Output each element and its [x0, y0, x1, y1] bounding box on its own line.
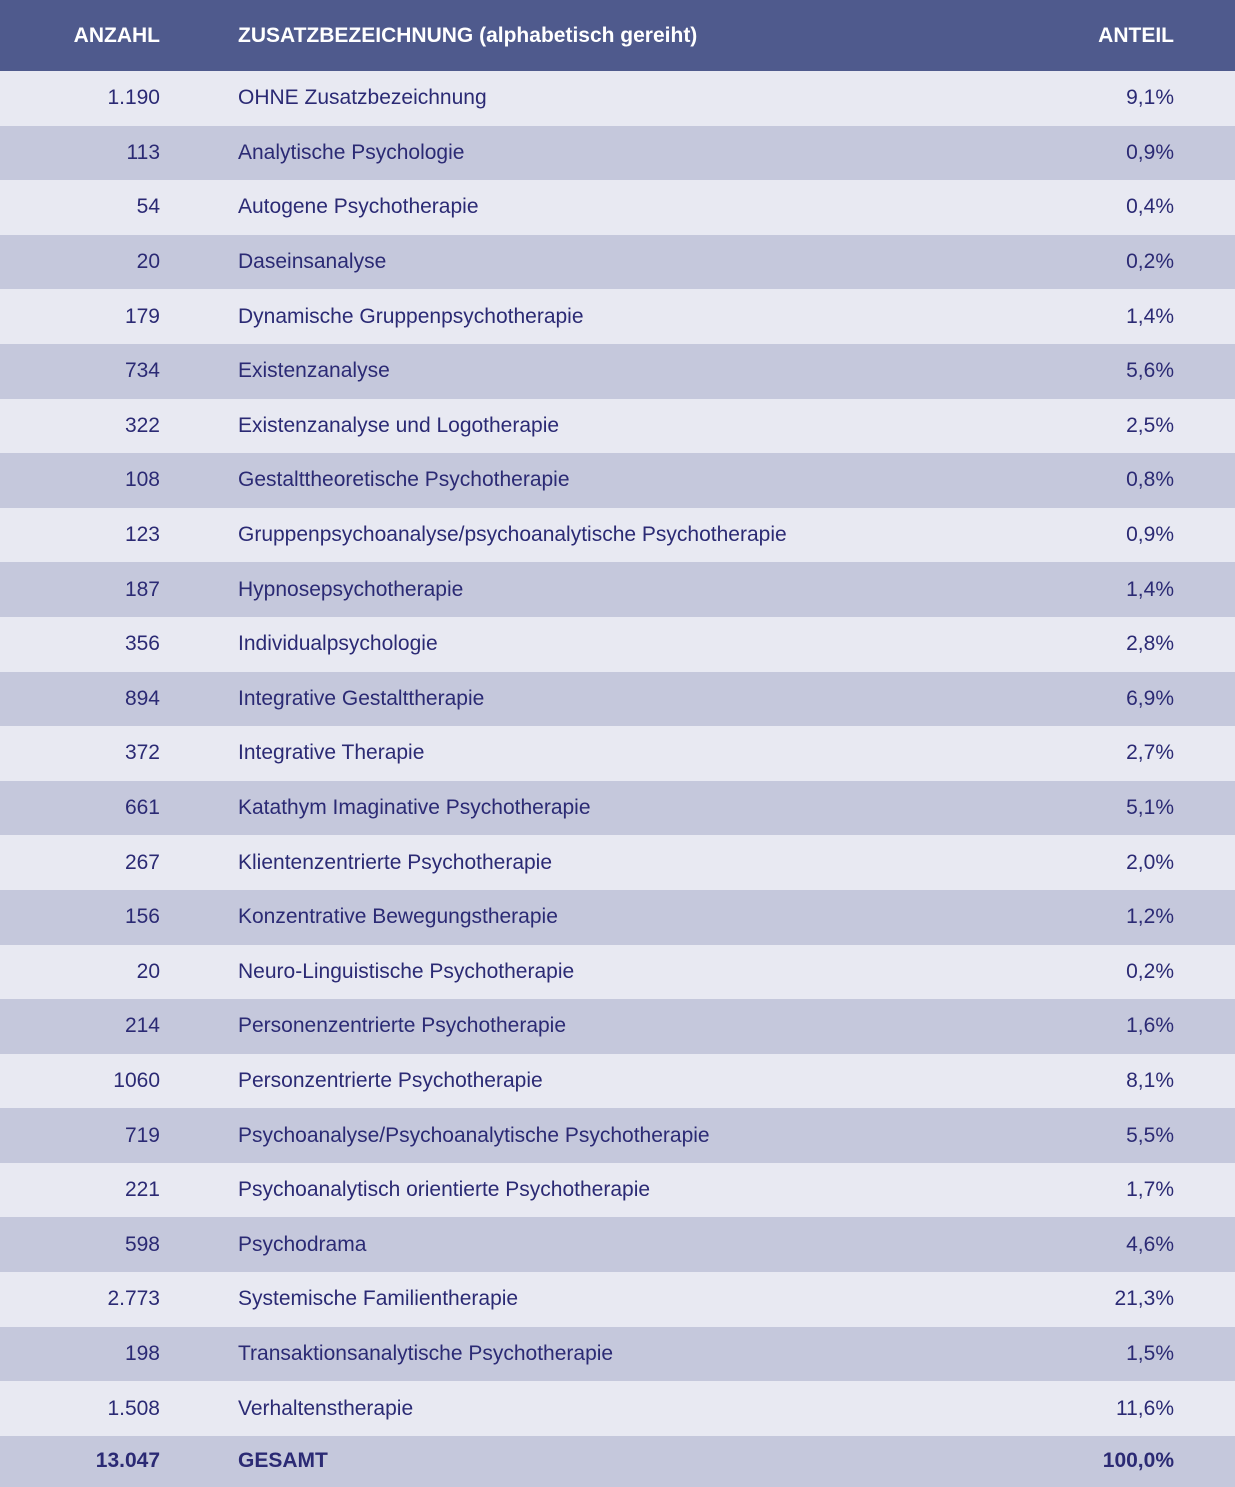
cell-count: 1.190 [107, 86, 160, 110]
table-row [0, 399, 1235, 454]
header-share: ANTEIL [1098, 23, 1174, 47]
cell-count: 719 [124, 1123, 160, 1147]
cell-share: 1,4% [1126, 577, 1174, 601]
cell-share: 8,1% [1126, 1068, 1174, 1092]
cell-share: 2,0% [1126, 850, 1174, 874]
cell-count: 156 [124, 905, 160, 929]
cell-count: 322 [124, 413, 160, 437]
cell-name: Integrative Therapie [238, 741, 425, 765]
cell-count: 661 [124, 796, 160, 820]
table-row [0, 835, 1235, 890]
cell-share: 5,6% [1126, 359, 1174, 383]
cell-count: 179 [124, 304, 160, 328]
table-row [0, 890, 1235, 945]
total-row [0, 1436, 1235, 1487]
cell-name: Integrative Gestalttherapie [238, 686, 485, 710]
cell-share: 9,1% [1126, 86, 1174, 110]
table-row [0, 508, 1235, 563]
cell-name: Daseinsanalyse [238, 250, 387, 274]
cell-count: 54 [136, 195, 160, 219]
cell-name: Katathym Imaginative Psychotherapie [238, 796, 591, 820]
cell-count: 214 [124, 1014, 160, 1038]
cell-share: 1,2% [1126, 905, 1174, 929]
cell-count: 198 [124, 1341, 160, 1365]
cell-count: 123 [124, 523, 160, 547]
header-count: ANZAHL [73, 23, 160, 47]
table-header [0, 0, 1235, 71]
cell-name: Individualpsychologie [238, 632, 438, 656]
table-row [0, 344, 1235, 399]
table-row [0, 1327, 1235, 1382]
table-row [0, 1108, 1235, 1163]
cell-count: 894 [124, 686, 160, 710]
cell-count: 1.508 [107, 1396, 160, 1420]
cell-count: 113 [126, 140, 160, 164]
cell-count: 20 [136, 250, 160, 274]
cell-name: Autogene Psychotherapie [238, 195, 479, 219]
cell-name: Existenzanalyse [238, 359, 390, 383]
table-row [0, 562, 1235, 617]
table-row [0, 289, 1235, 344]
cell-share: 21,3% [1114, 1287, 1174, 1311]
cell-share: 6,9% [1126, 686, 1174, 710]
cell-name: Klientenzentrierte Psychotherapie [238, 850, 553, 874]
cell-share: 0,4% [1126, 195, 1174, 219]
cell-share: 1,5% [1126, 1341, 1174, 1365]
cell-count: 267 [124, 850, 160, 874]
table-row [0, 781, 1235, 836]
table-row [0, 453, 1235, 508]
cell-share: 5,5% [1126, 1123, 1174, 1147]
cell-share: 1,4% [1126, 304, 1174, 328]
cell-name: Hypnosepsychotherapie [238, 577, 464, 601]
cell-name: Existenzanalyse und Logotherapie [238, 413, 560, 437]
table-row [0, 999, 1235, 1054]
cell-name: Psychoanalyse/Psychoanalytische Psychotherapie [238, 1123, 710, 1147]
table-row [0, 1163, 1235, 1218]
cell-share: 0,2% [1126, 250, 1174, 274]
table-row [0, 945, 1235, 1000]
table-row [0, 126, 1235, 181]
cell-count: 356 [124, 632, 160, 656]
cell-share: 2,7% [1126, 741, 1174, 765]
table-row [0, 1217, 1235, 1272]
cell-name: OHNE Zusatzbezeichnung [238, 86, 487, 110]
cell-share: 0,9% [1126, 140, 1174, 164]
cell-share: 2,8% [1126, 632, 1174, 656]
cell-name: Systemische Familientherapie [238, 1287, 519, 1311]
cell-name: Dynamische Gruppenpsychotherapie [238, 304, 584, 328]
total-name: GESAMT [238, 1449, 328, 1473]
cell-name: Konzentrative Bewegungstherapie [238, 905, 558, 929]
cell-count: 108 [124, 468, 160, 492]
cell-share: 0,9% [1126, 523, 1174, 547]
cell-share: 2,5% [1126, 413, 1174, 437]
cell-name: Analytische Psychologie [238, 140, 465, 164]
cell-share: 5,1% [1126, 796, 1174, 820]
cell-share: 11,6% [1116, 1396, 1174, 1420]
table-row [0, 726, 1235, 781]
cell-name: Transaktionsanalytische Psychotherapie [238, 1341, 614, 1365]
cell-count: 598 [124, 1232, 160, 1256]
table-row [0, 180, 1235, 235]
table-row [0, 71, 1235, 126]
cell-count: 187 [124, 577, 160, 601]
cell-name: Psychodrama [238, 1232, 367, 1256]
cell-name: Psychoanalytisch orientierte Psychotherapie [238, 1178, 651, 1202]
table-row [0, 1272, 1235, 1327]
cell-name: Neuro-Linguistische Psychotherapie [238, 959, 575, 983]
cell-name: Personenzentrierte Psychotherapie [238, 1014, 567, 1038]
table-row [0, 672, 1235, 727]
cell-share: 1,6% [1126, 1014, 1174, 1038]
total-share: 100,0% [1102, 1449, 1174, 1473]
header-name: ZUSATZBEZEICHNUNG (alphabetisch gereiht) [238, 23, 698, 47]
cell-share: 0,2% [1126, 959, 1174, 983]
cell-share: 0,8% [1126, 468, 1174, 492]
table-row [0, 1381, 1235, 1436]
total-count: 13.047 [95, 1449, 160, 1473]
cell-share: 4,6% [1126, 1232, 1174, 1256]
cell-count: 2.773 [107, 1287, 160, 1311]
cell-name: Personzentrierte Psychotherapie [238, 1068, 543, 1092]
cell-name: Gruppenpsychoanalyse/psychoanalytische Psychotherapie [238, 523, 787, 547]
cell-count: 221 [124, 1178, 160, 1202]
cell-count: 1060 [113, 1068, 160, 1092]
cell-count: 734 [124, 359, 160, 383]
cell-name: Gestalttheoretische Psychotherapie [238, 468, 570, 492]
cell-count: 20 [136, 959, 160, 983]
table-row [0, 1054, 1235, 1109]
cell-name: Verhaltenstherapie [238, 1396, 414, 1420]
cell-share: 1,7% [1126, 1178, 1174, 1202]
table-row [0, 617, 1235, 672]
table-row [0, 235, 1235, 290]
cell-count: 372 [124, 741, 160, 765]
